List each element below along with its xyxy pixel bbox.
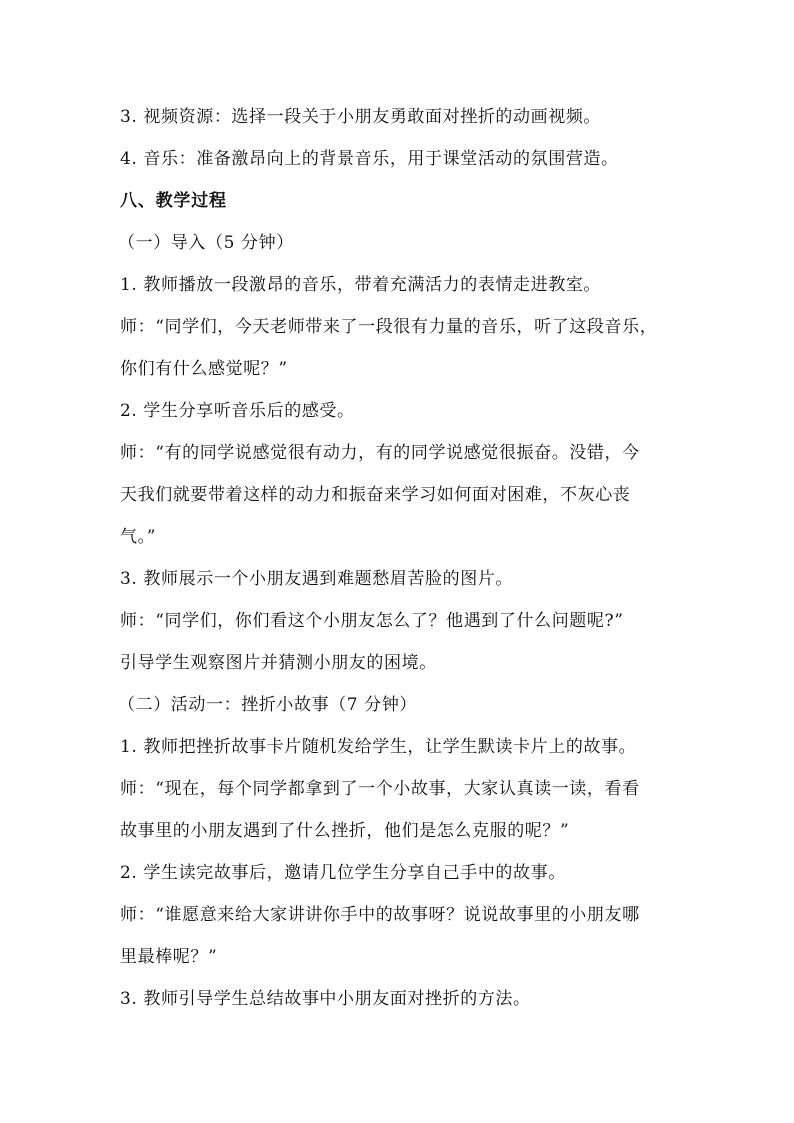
paragraph-step-2: 2. 学生分享听音乐后的感受。 <box>120 401 355 421</box>
paragraph-teacher-quote-2a: 师：“有的同学说感觉很有动力，有的同学说感觉很振奋。没错，今 <box>120 443 640 463</box>
paragraph-teacher-quote-4a: 师：“现在，每个同学都拿到了一个小故事，大家认真读一读，看看 <box>120 779 640 799</box>
paragraph-step-1: 1. 教师播放一段激昂的音乐，带着充满活力的表情走进教室。 <box>120 275 602 295</box>
paragraph-activity-step-3: 3. 教师引导学生总结故事中小朋友面对挫折的方法。 <box>120 989 531 1009</box>
paragraph-teacher-quote-3: 师：“同学们，你们看这个小朋友怎么了？他遇到了什么问题呢?” <box>120 611 624 631</box>
paragraph-teacher-quote-2b: 天我们就要带着这样的动力和振奋来学习如何面对困难，不灰心丧 <box>120 485 631 505</box>
resource-item-4: 4. 音乐：准备激昂向上的背景音乐，用于课堂活动的氛围营造。 <box>120 149 619 169</box>
subsection-heading-activity-one: （二）活动一：挫折小故事（7 分钟） <box>118 695 418 715</box>
subsection-heading-introduction: （一）导入（5 分钟） <box>118 233 294 253</box>
resource-item-3: 3. 视频资源：选择一段关于小朋友勇敢面对挫折的动画视频。 <box>120 107 602 127</box>
paragraph-activity-step-2: 2. 学生读完故事后，邀请几位学生分享自己手中的故事。 <box>120 863 566 883</box>
paragraph-guide-observe: 引导学生观察图片并猜测小朋友的困境。 <box>120 653 437 673</box>
paragraph-teacher-quote-5a: 师：“谁愿意来给大家讲讲你手中的故事呀？说说故事里的小朋友哪 <box>120 905 640 925</box>
paragraph-teacher-quote-5b: 里最棒呢？” <box>120 947 218 967</box>
paragraph-teacher-quote-1a: 师：“同学们，今天老师带来了一段很有力量的音乐，听了这段音乐， <box>120 317 658 337</box>
paragraph-teacher-quote-2c: 气。” <box>120 527 156 547</box>
paragraph-step-3: 3. 教师展示一个小朋友遇到难题愁眉苦脸的图片。 <box>120 569 514 589</box>
paragraph-teacher-quote-4b: 故事里的小朋友遇到了什么挫折，他们是怎么克服的呢？” <box>120 821 570 841</box>
paragraph-teacher-quote-1b: 你们有什么感觉呢？” <box>120 359 288 379</box>
paragraph-activity-step-1: 1. 教师把挫折故事卡片随机发给学生，让学生默读卡片上的故事。 <box>120 737 637 757</box>
section-heading-teaching-process: 八、教学过程 <box>120 191 227 211</box>
